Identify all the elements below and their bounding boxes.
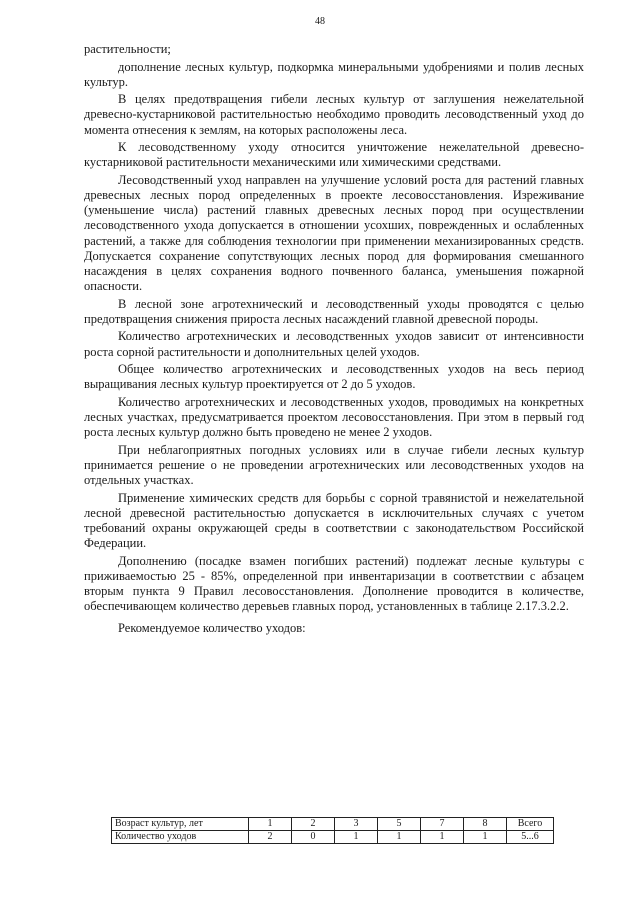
- table-cell: 5...6: [507, 831, 554, 844]
- table-row: [112, 831, 554, 844]
- table-cell: 2: [292, 818, 335, 831]
- table-row: [112, 818, 554, 831]
- table-cell: 1: [421, 831, 464, 844]
- table-caption: Рекомендуемое количество уходов:: [118, 620, 306, 635]
- care-count-table: [111, 817, 554, 844]
- paragraph: В лесной зоне агротехнический и лесоводственный уходы проводятся с целью предотвращения снижения прироста лесных насаждений главной древесной породы.: [84, 296, 584, 326]
- table-cell: Количество уходов: [112, 831, 249, 844]
- page-number: 48: [315, 16, 325, 27]
- table-cell: Возраст культур, лет: [112, 818, 249, 831]
- paragraph: Дополнению (посадке взамен погибших растений) подлежат лесные культуры с приживаемостью 25 - 85%, определенной при инвентаризации в соответствии с абзацем вторым пункта 9 Правил лесовосстановления. Дополнение проводится в количестве, обеспечивающем количество деревьев главных пород, установленных в таблице 2.17.3.2.2.: [84, 553, 584, 614]
- paragraph: Количество агротехнических и лесоводственных уходов, проводимых на конкретных лесных участках, предусматривается проектом лесовосстановления. При этом в первый год роста лесных культур должно быть проведено не менее 2 уходов.: [84, 394, 584, 440]
- paragraph: дополнение лесных культур, подкормка минеральными удобрениями и полив лесных культур.: [84, 59, 584, 89]
- table-cell: Всего: [507, 818, 554, 831]
- body-text: [84, 42, 584, 636]
- table-cell: 1: [464, 831, 507, 844]
- table-cell: 8: [464, 818, 507, 831]
- paragraph: В целях предотвращения гибели лесных культур от заглушения нежелательной древесно-кустарниковой растительностью необходимо проводить лесоводственный уход до момента отнесения к землям, на которых расположены леса.: [84, 92, 584, 137]
- paragraph: К лесоводственному уходу относится уничтожение нежелательной древесно-кустарниковой растительности механическими или химическими средствами.: [84, 140, 584, 170]
- table-cell: 1: [378, 831, 421, 844]
- table-cell: 7: [421, 818, 464, 831]
- paragraph: Общее количество агротехнических и лесоводственных уходов на весь период выращивания лесных культур проектируется от 2 до 5 уходов.: [84, 362, 584, 392]
- table-cell: 1: [249, 818, 292, 831]
- table-cell: 2: [249, 831, 292, 844]
- table-cell: 1: [335, 831, 378, 844]
- paragraph: Применение химических средств для борьбы с сорной травянистой и нежелательной лесной древесной растительностью допускается в исключительных случаях с учетом требований охраны окружающей среды в соответствии с законодательством Российской Федерации.: [84, 490, 584, 551]
- paragraph: растительности;: [84, 42, 171, 56]
- table-cell: 3: [335, 818, 378, 831]
- paragraph: При неблагоприятных погодных условиях или в случае гибели лесных культур принимается решение о не проведении агротехнических или лесоводственных уходов на отдельных участках.: [84, 442, 584, 488]
- paragraph: Лесоводственный уход направлен на улучшение условий роста для растений главных древесных лесных пород определенных в проекте лесовосстановления. Изреживание (уменьшение числа) растений главных древесных лесных пород при осуществлении лесоводственного ухода допускается в отношении усохших, поврежденных и ослабленных растений, а также для соблюдения технологии при применении механизированных средств. Допускается сохранение сопутствующих лесных пород для формирования смешанного насаждения в целях сохранения водного почвенного баланса, уменьшения пожарной опасности.: [84, 172, 584, 294]
- table-cell: 0: [292, 831, 335, 844]
- table-cell: 5: [378, 818, 421, 831]
- paragraph: Количество агротехнических и лесоводственных уходов зависит от интенсивности роста сорной растительности и дополнительных целей уходов.: [84, 329, 584, 359]
